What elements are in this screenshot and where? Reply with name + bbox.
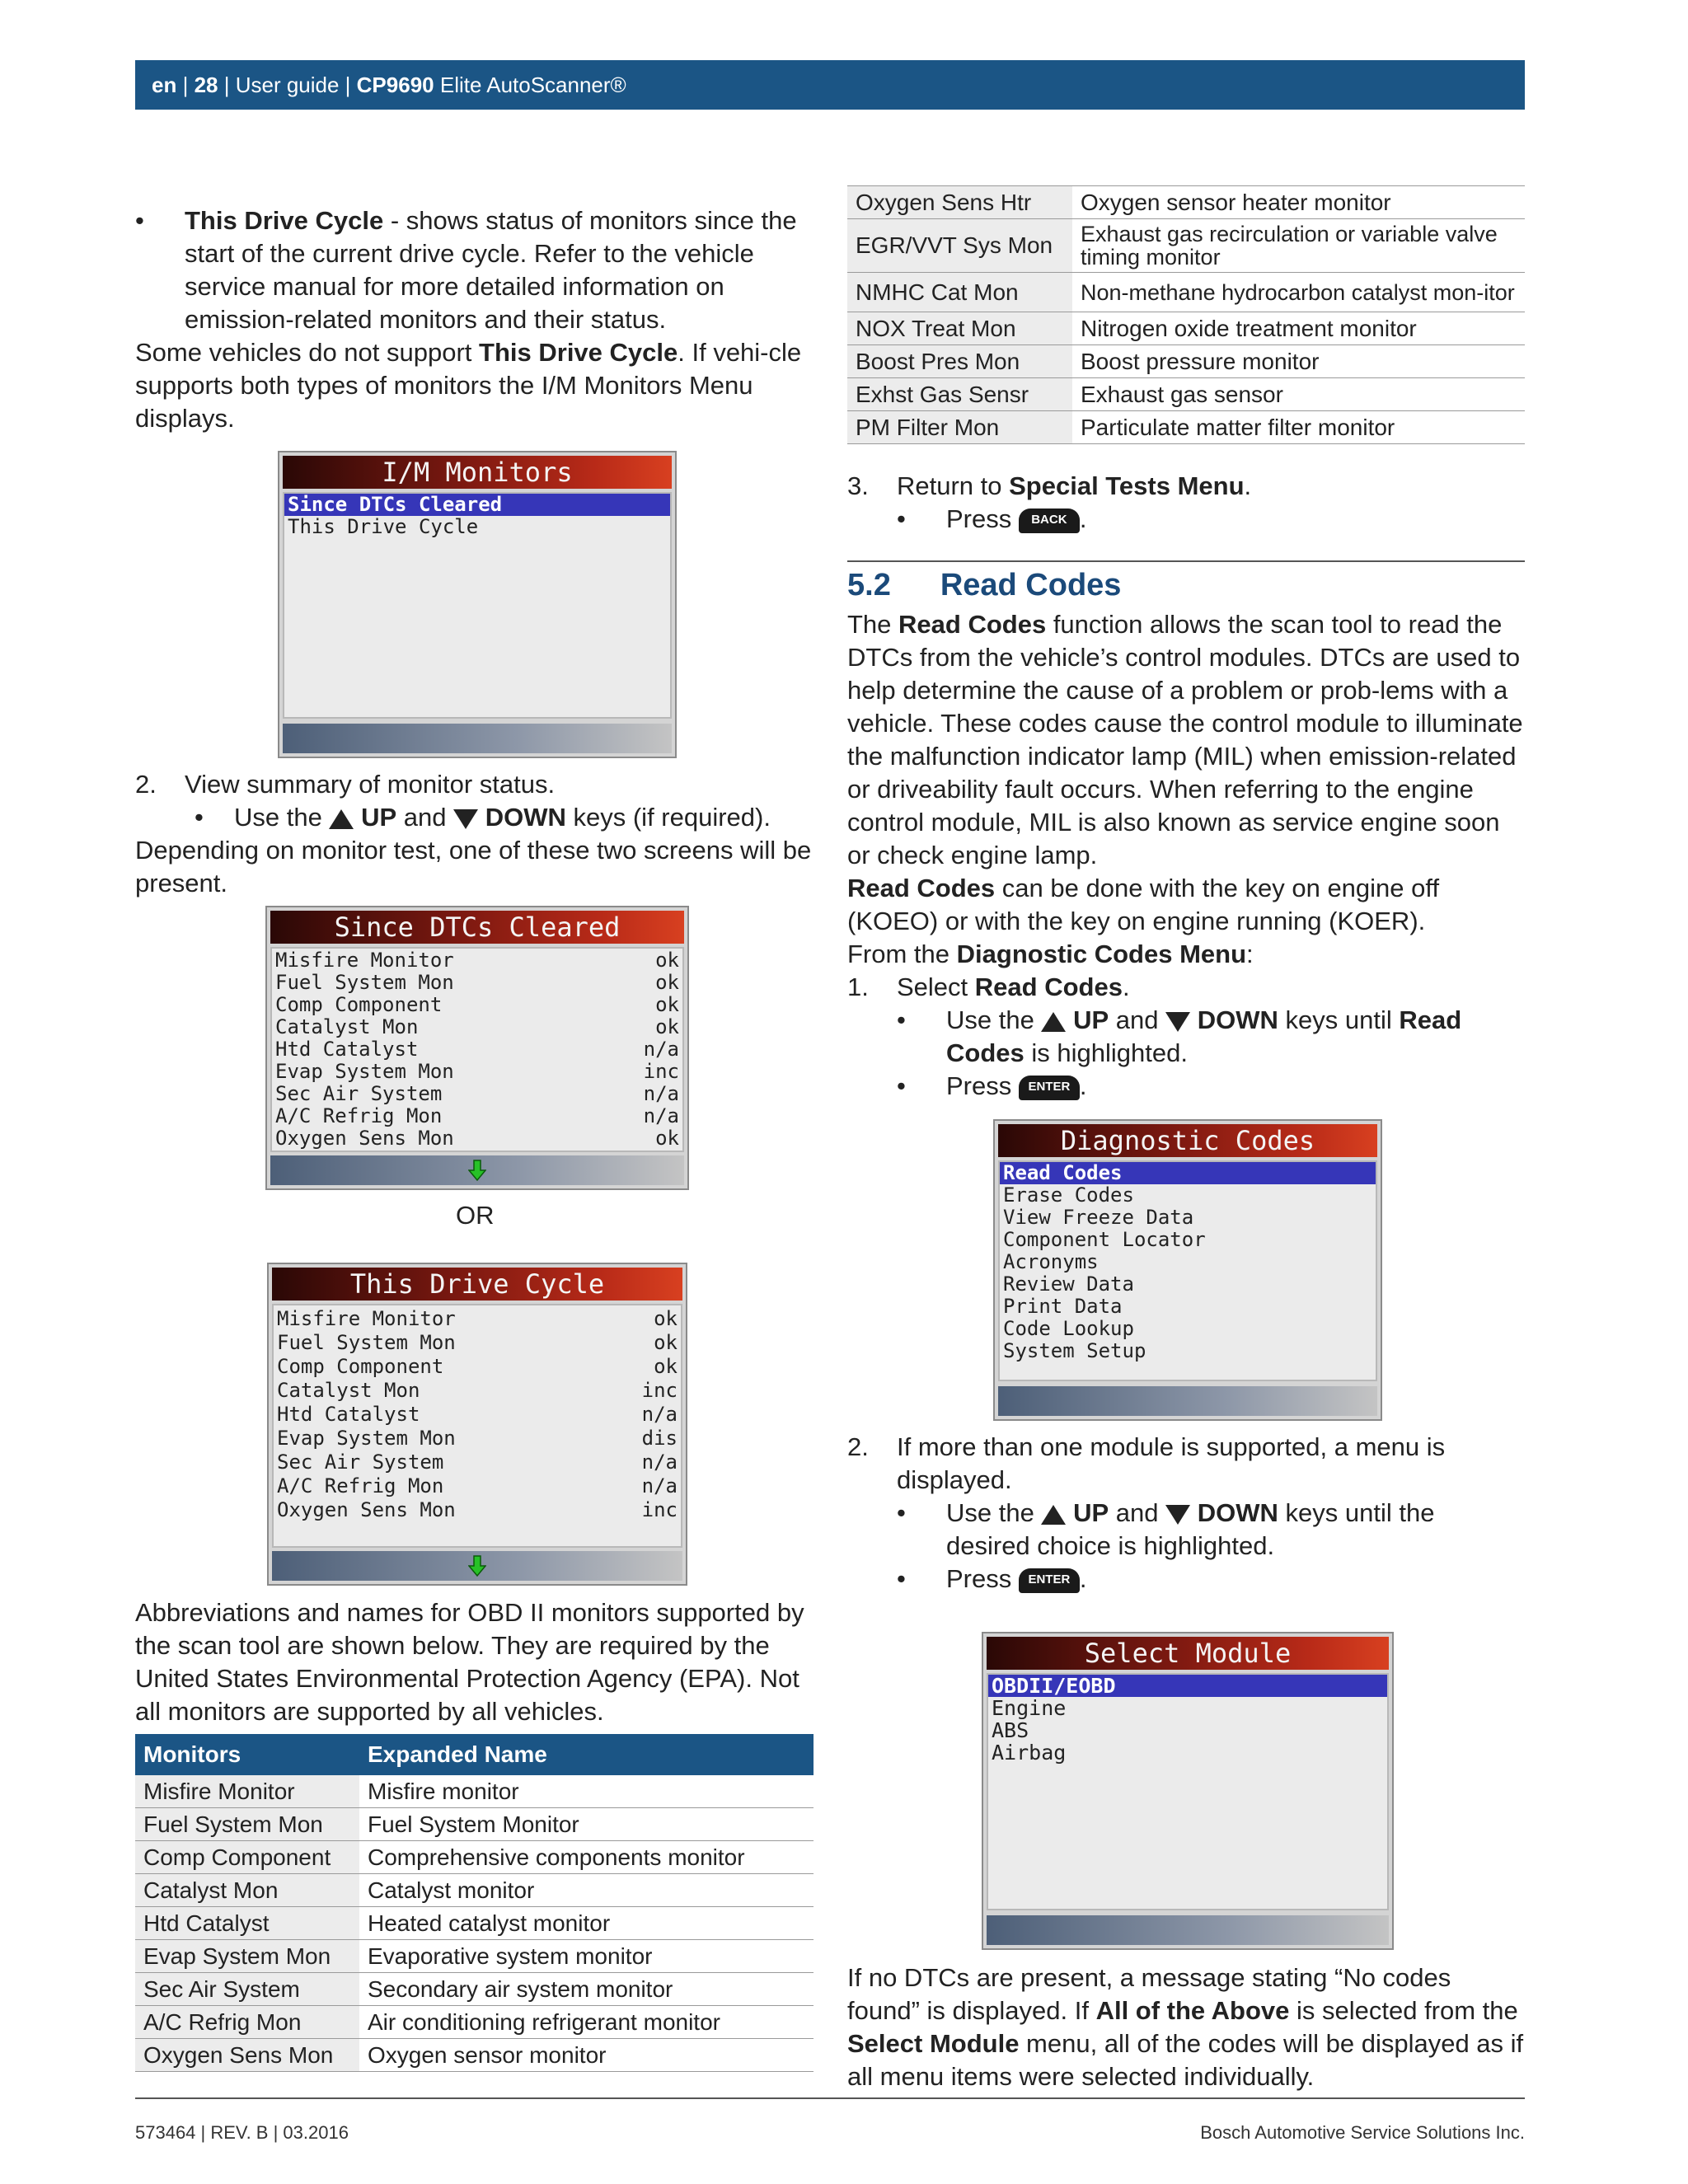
menu-item[interactable]: Component Locator — [1003, 1228, 1206, 1251]
screen-status-bar — [283, 724, 672, 753]
s2-bul-a: Use the — [946, 1498, 1042, 1527]
table-header-row — [135, 1734, 814, 1775]
monitor-expanded-name: Exhaust gas sensor — [1072, 378, 1525, 411]
table-row — [135, 1973, 814, 2006]
menu-item[interactable]: Airbag — [992, 1741, 1067, 1765]
intro-a: The — [847, 610, 899, 639]
monitor-status: inc — [641, 1498, 678, 1521]
monitor-status-row — [272, 949, 682, 972]
monitor-name: Comp Component — [277, 1355, 444, 1378]
support-paragraph — [135, 336, 819, 435]
monitor-abbreviation: Exhst Gas Sensr — [847, 378, 1072, 411]
monitor-expanded-name: Non-methane hydrocarbon catalyst mon-itor — [1072, 273, 1525, 312]
depending-paragraph: Depending on monitor test, one of these two screens will be present. — [135, 836, 812, 898]
monitor-status-row — [272, 972, 682, 994]
monitor-status-row — [272, 994, 682, 1016]
monitor-status: n/a — [641, 1474, 678, 1497]
monitor-status-list — [272, 1304, 682, 1548]
table-row — [847, 186, 1525, 219]
monitor-status: n/a — [643, 1082, 679, 1105]
diagnostic-codes-screen — [993, 1119, 1382, 1421]
monitor-expanded-name: Boost pressure monitor — [1072, 345, 1525, 378]
monitor-expanded-name: Nitrogen oxide treatment monitor — [1072, 312, 1525, 345]
s1-a: Select — [897, 972, 975, 1001]
final-d: Select Module — [847, 2029, 1020, 2058]
support-paragraph-b: This Drive Cycle — [479, 338, 678, 367]
table-row — [847, 411, 1525, 444]
monitor-abbreviation: NOX Treat Mon — [847, 312, 1072, 345]
final-e: menu, all of the codes will be displayed as if all menu items were selected individually. — [847, 2029, 1524, 2091]
screen-title: This Drive Cycle — [272, 1268, 682, 1301]
s1-bul-d: is highlighted. — [1024, 1038, 1188, 1067]
monitor-status-row — [274, 1427, 681, 1451]
s1-c: . — [1122, 972, 1130, 1001]
screen-status-bar — [998, 1386, 1377, 1416]
final-paragraph — [847, 1961, 1525, 2093]
final-a: If no DTCs are present, a message stating “No codes found” is displayed. If — [847, 1963, 1451, 2025]
monitor-expanded-name: Particulate matter filter monitor — [1072, 411, 1525, 444]
column-header: Monitors — [135, 1734, 359, 1775]
monitor-status: inc — [641, 1379, 678, 1402]
monitor-status-row — [274, 1403, 681, 1427]
table-row — [847, 378, 1525, 411]
step2: 2. View summary of monitor status. — [135, 770, 556, 799]
support-paragraph-a: Some vehicles do not support — [135, 338, 480, 367]
monitor-status-row — [272, 1038, 682, 1061]
monitor-expanded-name: Catalyst monitor — [359, 1874, 814, 1907]
monitor-abbreviation: PM Filter Mon — [847, 411, 1072, 444]
step3-c: . — [1244, 471, 1252, 500]
monitor-name: Oxygen Sens Mon — [275, 1127, 454, 1150]
monitor-abbreviation: Misfire Monitor — [135, 1775, 359, 1808]
up-arrow-icon — [1041, 1505, 1066, 1525]
menu-item[interactable]: Engine — [992, 1696, 1067, 1720]
step2-text: View summary of monitor status. — [185, 770, 556, 799]
press-text: Press — [946, 1071, 1012, 1100]
monitor-abbreviation: Comp Component — [135, 1841, 359, 1874]
monitor-name: Htd Catalyst — [277, 1403, 420, 1426]
table-row — [135, 1808, 814, 1841]
table-row — [847, 312, 1525, 345]
press-text: Press — [946, 1564, 1012, 1593]
section-title: Read Codes — [940, 568, 1122, 602]
monitor-status-row — [272, 1016, 682, 1038]
menu-item[interactable]: Print Data — [1003, 1295, 1123, 1318]
monitor-abbreviation: Boost Pres Mon — [847, 345, 1072, 378]
monitor-status-row — [272, 1083, 682, 1105]
s1-bul-c: Read Codes — [946, 1005, 1462, 1067]
step2-bullet-b: keys (if required). — [565, 803, 771, 832]
header-product: Elite AutoScanner® — [439, 73, 626, 97]
menu-item[interactable]: Erase Codes — [1003, 1183, 1134, 1207]
drive-cycle-bullet-title: This Drive Cycle — [185, 206, 384, 235]
monitor-status: ok — [655, 1127, 679, 1150]
step2-bullet: • Use the UP and DOWN keys (if required). — [195, 803, 771, 832]
monitor-abbreviation: NMHC Cat Mon — [847, 273, 1072, 312]
final-b: All of the Above — [1095, 1996, 1290, 2025]
header-page-number: 28 — [194, 73, 218, 97]
monitor-abbreviation: A/C Refrig Mon — [135, 2006, 359, 2039]
footer-company: Bosch Automotive Service Solutions Inc. — [1200, 2122, 1525, 2143]
table-row — [135, 1841, 814, 1874]
down-key-label: DOWN — [1197, 1005, 1278, 1034]
koeo-b: can be done with the key on engine off (KOEO) or with the key on engine running (KOER). — [847, 874, 1440, 935]
s1-b: Read Codes — [974, 972, 1123, 1001]
section-body — [847, 608, 1525, 1103]
read-step2-bullet: • Use the UP and DOWN keys until the desired choice is highlighted. — [897, 1498, 1435, 1560]
monitor-expanded-name: Misfire monitor — [359, 1775, 814, 1808]
from-c: : — [1246, 940, 1254, 968]
monitor-abbreviation: Evap System Mon — [135, 1940, 359, 1973]
monitor-name: Oxygen Sens Mon — [277, 1498, 456, 1521]
monitor-name: Misfire Monitor — [277, 1307, 456, 1330]
up-arrow-icon — [1041, 1012, 1066, 1032]
enter-key-icon: ENTER — [1019, 1568, 1080, 1593]
table-row — [847, 273, 1525, 312]
table-row — [135, 1940, 814, 1973]
monitor-expanded-name: Air conditioning refrigerant monitor — [359, 2006, 814, 2039]
monitor-abbreviation: Oxygen Sens Htr — [847, 186, 1072, 219]
table-row — [135, 1874, 814, 1907]
monitors-table — [135, 1734, 814, 2072]
monitor-status-row — [272, 1105, 682, 1127]
select-module-screen — [982, 1632, 1394, 1950]
table-row — [847, 345, 1525, 378]
monitor-name: Fuel System Mon — [275, 971, 454, 994]
monitor-status-row — [274, 1355, 681, 1379]
step2-block — [135, 768, 819, 900]
monitor-status: ok — [655, 993, 679, 1016]
s2-bul-b: keys until the desired choice is highlighted. — [946, 1498, 1435, 1560]
section-number: 5.2 — [847, 568, 891, 602]
footer-doc-number: 573464 | REV. B | 03.2016 — [135, 2122, 349, 2143]
koeo-a: Read Codes — [847, 874, 996, 902]
monitor-name: Comp Component — [275, 993, 443, 1016]
down-arrow-icon — [1165, 1505, 1190, 1525]
monitor-name: Sec Air System — [277, 1451, 444, 1474]
header-lang: en — [152, 73, 177, 97]
press-text: Press — [946, 504, 1012, 533]
from-b: Diagnostic Codes Menu — [956, 940, 1247, 968]
step2-bullet-a: Use the — [234, 803, 330, 832]
since-dtcs-cleared-screen — [265, 906, 689, 1190]
monitor-status-row — [274, 1498, 681, 1522]
monitor-expanded-name: Exhaust gas recirculation or variable valve timing monitor — [1072, 219, 1525, 273]
read-step1-press: • Press ENTER . — [897, 1071, 1087, 1100]
monitor-name: Fuel System Mon — [277, 1331, 456, 1354]
monitor-status: n/a — [641, 1403, 678, 1426]
step3-bullet: • Press BACK . — [897, 504, 1087, 533]
final-c: is selected from the — [1289, 1996, 1518, 2025]
table-row — [135, 2006, 814, 2039]
scroll-down-arrow-icon — [468, 1159, 486, 1182]
menu-item[interactable]: Acronyms — [1003, 1250, 1099, 1273]
monitor-expanded-name: Secondary air system monitor — [359, 1973, 814, 2006]
from-paragraph — [847, 938, 1525, 971]
drive-cycle-bullet: • This Drive Cycle - shows status of monitors since the start of the current drive cycle. Refer to the vehicle service manual for more detailed information on emission-related monitors and their status. — [135, 206, 797, 334]
menu-item[interactable]: View Freeze Data — [1003, 1206, 1194, 1229]
monitor-expanded-name: Evaporative system monitor — [359, 1940, 814, 1973]
monitor-abbreviation: Catalyst Mon — [135, 1874, 359, 1907]
s1-bul-b: keys until — [1278, 1005, 1400, 1034]
monitor-status: n/a — [643, 1038, 679, 1061]
monitor-name: A/C Refrig Mon — [275, 1104, 443, 1127]
read-step2: 2. If more than one module is supported, a menu is displayed. — [847, 1432, 1446, 1494]
menu-item[interactable]: ABS — [992, 1718, 1029, 1742]
menu-item-selected[interactable]: Read Codes — [1000, 1162, 1376, 1184]
screen-title: Select Module — [987, 1637, 1389, 1670]
menu-item-selected[interactable]: Since DTCs Cleared — [284, 494, 670, 516]
koeo-paragraph — [847, 872, 1525, 938]
monitor-status: ok — [654, 1331, 678, 1354]
monitor-abbreviation: EGR/VVT Sys Mon — [847, 219, 1072, 273]
drive-cycle-bullet-text: - shows status of monitors since the start of the current drive cycle. Refer to the vehicle service manual for more detailed information on emission-related monitors and their status. — [185, 206, 797, 334]
intro-paragraph — [847, 608, 1525, 872]
section-heading — [847, 562, 1525, 608]
table-row — [847, 219, 1525, 273]
read-step2-press: • Press ENTER . — [897, 1564, 1087, 1593]
monitor-status: ok — [655, 971, 679, 994]
down-key-label: DOWN — [1197, 1498, 1278, 1527]
or-text: OR — [456, 1201, 495, 1230]
down-key-label: DOWN — [485, 803, 566, 832]
monitor-status-row — [274, 1379, 681, 1403]
monitor-status: n/a — [641, 1451, 678, 1474]
im-monitors-screen — [278, 451, 677, 758]
and-text: and — [1109, 1005, 1166, 1034]
step3-a: Return to — [897, 471, 1010, 500]
menu-item[interactable]: Code Lookup — [1003, 1317, 1134, 1340]
header-guide: User guide — [235, 73, 340, 97]
screen-menu — [283, 492, 672, 719]
monitor-status: n/a — [643, 1104, 679, 1127]
s2-text: If more than one module is supported, a menu is displayed. — [897, 1432, 1446, 1494]
monitor-status: ok — [655, 1015, 679, 1038]
table-row — [135, 1907, 814, 1940]
screen-menu — [998, 1160, 1377, 1381]
monitor-name: Misfire Monitor — [275, 949, 454, 972]
monitor-abbreviation: Htd Catalyst — [135, 1907, 359, 1940]
screen-title: Diagnostic Codes — [998, 1124, 1377, 1157]
monitors-table-continued — [847, 185, 1525, 444]
down-arrow-icon — [453, 809, 478, 829]
monitor-name: Catalyst Mon — [277, 1379, 420, 1402]
page-header: en | 28 | User guide | CP9690 Elite AutoScanner® — [135, 60, 1525, 110]
read-step1-bullet: • Use the UP and DOWN keys until Read Codes is highlighted. — [897, 1005, 1462, 1067]
monitor-abbreviation: Sec Air System — [135, 1973, 359, 2006]
up-arrow-icon — [329, 809, 354, 829]
monitor-status: ok — [654, 1355, 678, 1378]
read-step2-block — [847, 1431, 1525, 1596]
monitor-abbreviation: Fuel System Mon — [135, 1808, 359, 1841]
monitor-name: Evap System Mon — [275, 1060, 454, 1083]
monitor-abbreviation: Oxygen Sens Mon — [135, 2039, 359, 2072]
monitor-name: Sec Air System — [275, 1082, 443, 1105]
monitor-status-list — [270, 947, 684, 1152]
back-key-icon: BACK — [1019, 509, 1080, 533]
screen-status-bar — [987, 1915, 1389, 1945]
left-intro — [135, 204, 819, 435]
monitor-expanded-name: Oxygen sensor heater monitor — [1072, 186, 1525, 219]
header-model: CP9690 — [356, 73, 434, 97]
menu-item[interactable]: Review Data — [1003, 1272, 1134, 1296]
down-arrow-icon — [1165, 1012, 1190, 1032]
screen-status-bar — [272, 1551, 682, 1581]
monitor-status-row — [272, 1127, 682, 1150]
monitor-name: A/C Refrig Mon — [277, 1474, 444, 1497]
screen-title: Since DTCs Cleared — [270, 911, 684, 944]
enter-key-icon: ENTER — [1019, 1076, 1080, 1100]
monitor-status: ok — [654, 1307, 678, 1330]
menu-item-selected[interactable]: OBDII/EOBD — [988, 1675, 1387, 1697]
monitor-status: dis — [641, 1427, 678, 1450]
monitor-status: ok — [655, 949, 679, 972]
column-header: Expanded Name — [359, 1734, 814, 1775]
and-text: and — [396, 803, 454, 832]
monitor-status-row — [272, 1061, 682, 1083]
up-key-label: UP — [361, 803, 397, 832]
monitor-status-row — [274, 1307, 681, 1331]
intro-b: Read Codes — [898, 610, 1047, 639]
menu-item[interactable]: This Drive Cycle — [288, 515, 479, 538]
step3-b: Special Tests Menu — [1009, 471, 1245, 500]
monitor-status-row — [274, 1451, 681, 1474]
scroll-down-arrow-icon — [468, 1554, 486, 1577]
table-row — [135, 1775, 814, 1808]
screen-menu — [987, 1673, 1389, 1910]
intro-c: function allows the scan tool to read the DTCs from the vehicle’s control modules. DTCs are used to help determine the cause of a problem or prob-lems with a vehicle. These codes cause the control module to illuminate the malfunction indicator lamp (MIL) when emission-related or driveability fault occurs. When referring to the engine control module, MIL is also known as service engine soon or check engine lamp. — [847, 610, 1523, 869]
footer-rule — [135, 2097, 1525, 2099]
s1-bul-a: Use the — [946, 1005, 1042, 1034]
monitor-expanded-name: Oxygen sensor monitor — [359, 2039, 814, 2072]
up-key-label: UP — [1073, 1005, 1109, 1034]
abbreviations-paragraph: Abbreviations and names for OBD II monitors supported by the scan tool are shown below. They are required by the United States Environmental Protection Agency (EPA). Not all monitors are supported by all vehicles. — [135, 1598, 804, 1726]
menu-item[interactable]: System Setup — [1003, 1339, 1146, 1362]
monitor-name: Evap System Mon — [277, 1427, 456, 1450]
monitor-status: inc — [643, 1060, 679, 1083]
read-step1: 1. Select Read Codes. — [847, 972, 1130, 1001]
monitor-name: Catalyst Mon — [275, 1015, 419, 1038]
monitor-status-row — [274, 1474, 681, 1498]
step3-block — [847, 470, 1525, 536]
screen-status-bar — [270, 1155, 684, 1185]
monitor-expanded-name: Heated catalyst monitor — [359, 1907, 814, 1940]
monitor-expanded-name: Fuel System Monitor — [359, 1808, 814, 1841]
support-paragraph-c: . If vehi-cle supports both types of monitors the I/M Monitors Menu displays. — [135, 338, 802, 433]
from-a: From the — [847, 940, 957, 968]
monitor-expanded-name: Comprehensive components monitor — [359, 1841, 814, 1874]
monitor-status-row — [274, 1331, 681, 1355]
and-text: and — [1109, 1498, 1166, 1527]
monitor-name: Htd Catalyst — [275, 1038, 419, 1061]
section-5-2 — [847, 560, 1525, 1103]
screen-title: I/M Monitors — [283, 456, 672, 489]
this-drive-cycle-screen — [267, 1263, 687, 1586]
up-key-label: UP — [1073, 1498, 1109, 1527]
step3: 3. Return to Special Tests Menu. — [847, 471, 1252, 500]
table-row — [135, 2039, 814, 2072]
